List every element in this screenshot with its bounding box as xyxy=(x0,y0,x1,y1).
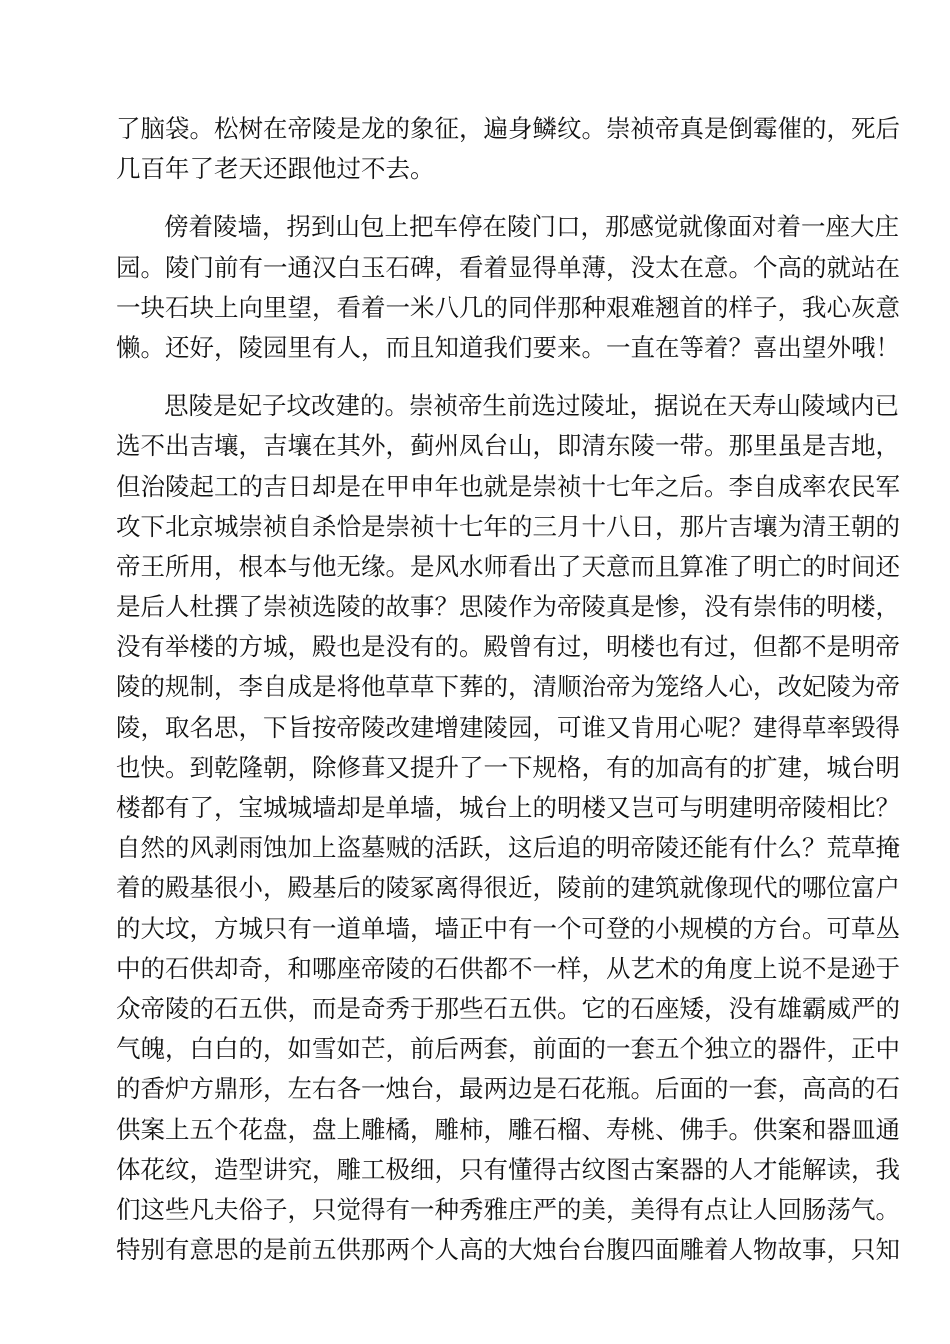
text-line: 帝王所用，根本与他无缘。是风水师看出了天意而且算准了明亡的时间还 xyxy=(116,551,900,581)
text-line: 们这些凡夫俗子，只觉得有一种秀雅庄严的美，美得有点让人回肠荡气。 xyxy=(116,1194,900,1224)
text-line: 众帝陵的石五供，而是奇秀于那些石五供。它的石座矮，没有雄霸威严的 xyxy=(116,993,900,1023)
text-line: 陵，取名思，下旨按帝陵改建增建陵园，可谁又肯用心呢？建得草率毁得 xyxy=(116,712,900,742)
text-line: 体花纹，造型讲究，雕工极细，只有懂得古纹图古案器的人才能解读，我 xyxy=(116,1154,900,1184)
text-line: 自然的风剥雨蚀加上盗墓贼的活跃，这后追的明帝陵还能有什么？荒草掩 xyxy=(116,833,900,863)
text-line: 懒。还好，陵园里有人，而且知道我们要来。一直在等着？喜出望外哦！ xyxy=(116,332,900,362)
text-line: 陵的规制，李自成是将他草草下葬的，清顺治帝为笼络人心，改妃陵为帝 xyxy=(116,672,900,702)
text-line: 气魄，白白的，如雪如芒，前后两套，前面的一套五个独立的器件，正中 xyxy=(116,1034,900,1064)
text-line: 傍着陵墙，拐到山包上把车停在陵门口，那感觉就像面对着一座大庄 xyxy=(164,212,899,242)
text-line: 选不出吉壤，吉壤在其外，蓟州凤台山，即清东陵一带。那里虽是吉地， xyxy=(116,431,900,461)
paragraph-1 xyxy=(116,109,900,189)
text-line: 特别有意思的是前五供那两个人高的大烛台台腹四面雕着人物故事，只知 xyxy=(116,1235,900,1265)
text-line: 思陵是妃子坟改建的。崇祯帝生前选过陵址，据说在天寿山陵域内已 xyxy=(164,391,899,421)
text-line: 是后人杜撰了崇祯选陵的故事？思陵作为帝陵真是惨，没有崇伟的明楼， xyxy=(116,592,900,622)
text-line: 供案上五个花盘，盘上雕橘，雕柿，雕石榴、寿桃、佛手。供案和器皿通 xyxy=(116,1114,900,1144)
text-line: 几百年了老天还跟他过不去。 xyxy=(116,154,435,184)
text-line: 中的石供却奇，和哪座帝陵的石供都不一样，从艺术的角度上说不是逊于 xyxy=(116,953,900,983)
text-line: 没有举楼的方城，殿也是没有的。殿曾有过，明楼也有过，但都不是明帝 xyxy=(116,632,900,662)
text-line: 着的殿基很小，殿基后的陵冢离得很近，陵前的建筑就像现代的哪位富户 xyxy=(116,873,900,903)
paragraph-3 xyxy=(116,386,900,1270)
text-line: 一块石块上向里望，看着一米八几的同伴那种艰难翘首的样子，我心灰意 xyxy=(116,292,900,322)
text-line: 但治陵起工的吉日却是在甲申年也就是崇祯十七年之后。李自成率农民军 xyxy=(116,471,900,501)
text-line: 园。陵门前有一通汉白玉石碑，看着显得单薄，没太在意。个高的就站在 xyxy=(116,252,900,282)
text-line: 的香炉方鼎形，左右各一烛台，最两边是石花瓶。后面的一套，高高的石 xyxy=(116,1074,900,1104)
text-line: 了脑袋。松树在帝陵是龙的象征，遍身鳞纹。崇祯帝真是倒霉催的，死后 xyxy=(116,114,900,143)
text-line: 也快。到乾隆朝，除修葺又提升了一下规格，有的加高有的扩建，城台明 xyxy=(116,752,900,782)
paragraph-2 xyxy=(116,207,900,368)
text-line: 楼都有了，宝城城墙却是单墙，城台上的明楼又岂可与明建明帝陵相比？ xyxy=(116,793,900,822)
text-line: 攻下北京城崇祯自杀恰是崇祯十七年的三月十八日，那片吉壤为清王朝的 xyxy=(116,511,900,541)
text-line: 的大坟，方城只有一道单墙，墙正中有一个可登的小规模的方台。可草丛 xyxy=(116,913,900,943)
document-page xyxy=(116,109,900,1270)
